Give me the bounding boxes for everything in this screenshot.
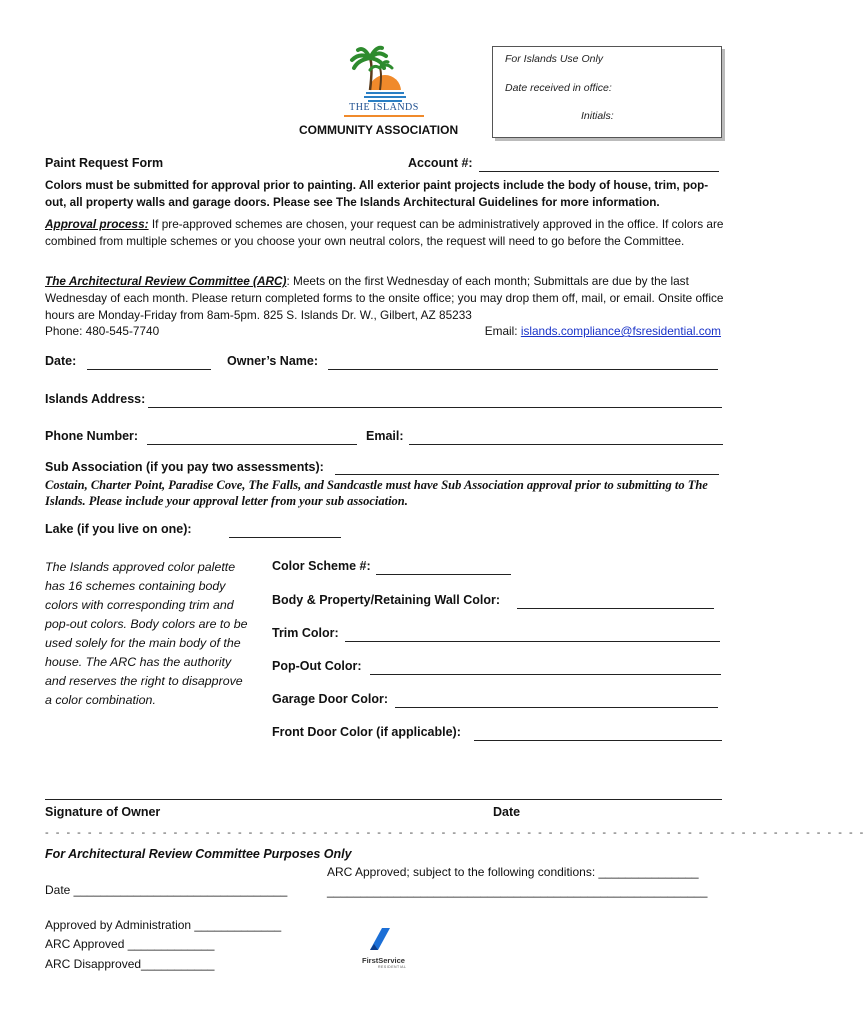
palette-note: The Islands approved color palette has 16 schemes containing body colors with corresponding trim and pop-out colors. Body colors are to be used solely for the main body of the house. The ARC has the authority and reserves the right to disapprove a color combination. [45,560,248,707]
office-use-title: For Islands Use Only [505,53,604,65]
arc-approved[interactable]: ARC Approved _____________ [45,937,215,951]
lake-label: Lake (if you live on one): [45,522,192,536]
email-field-label: Email: [366,429,404,443]
trim-color-label: Trim Color: [272,626,339,640]
firstservice-sub: RESIDENTIAL [378,965,407,969]
initials-label: Initials: [581,110,614,122]
garage-color-field[interactable] [395,706,718,708]
form-title: Paint Request Form [45,156,164,170]
arc-date[interactable]: Date ________________________________ [45,883,288,897]
sub-association-field[interactable] [335,473,719,475]
address-label: Islands Address: [45,392,146,406]
islands-logo [340,46,430,120]
approved-by-admin[interactable]: Approved by Administration _____________ [45,918,282,932]
sub-association-note: Costain, Charter Point, Paradise Cove, The Falls, and Sandcastle must have Sub Association approval prior to submitting to The Islands. Please include your approval letter from your sub association. [45,478,708,508]
firstservice-mark-icon [366,926,396,952]
dashed-divider: - - - - - - - - - - - - - - - - - - - - - - - - - - - - - - - - - - - - - - - - - - - - - - - - - - - - - - - - - - - - - - - - - - - - - - - - - - - - - [45,827,865,839]
approval-heading: Approval process: [45,217,149,231]
color-scheme-field[interactable] [376,573,511,575]
date-label: Date: [45,354,77,368]
email-field[interactable] [409,443,723,445]
phone-label: Phone Number: [45,429,139,443]
phone-text: Phone: 480-545-7740 [45,324,160,338]
community-association: COMMUNITY ASSOCIATION [299,123,459,137]
approval-text: If pre-approved schemes are chosen, your request can be administratively approved in the office. If colors are combined from multiple schemes or you choose your own neutral colors, the request will need to go before the Committee. [45,217,724,248]
address-field[interactable] [148,406,722,408]
popout-color-field[interactable] [370,673,721,675]
popout-color-label: Pop-Out Color: [272,659,362,673]
logo-rule [344,115,424,117]
body-color-label: Body & Property/Retaining Wall Color: [272,593,501,607]
account-label: Account #: [408,156,473,170]
trim-color-field[interactable] [345,640,720,642]
front-door-color-label: Front Door Color (if applicable): [272,725,461,739]
arc-heading: The Architectural Review Committee (ARC) [45,274,287,288]
body-color-field[interactable] [517,607,714,609]
signature-date-label: Date [493,805,521,819]
firstservice-name: FirstService [362,956,405,965]
date-field[interactable] [87,368,211,370]
phone-field[interactable] [147,443,357,445]
approval-paragraph [45,216,725,250]
arc-paragraph [45,273,725,324]
arc-text: : Meets on the first Wednesday of each month; Submittals are due by the last Wednesday of each month. Please return completed forms to the onsite office; you may drop them off, mail, or email. Onsite office hours are Monday-Friday from 8am-5pm. 825 S. Islands Dr. W., Gilbert, AZ 85233 [45,274,724,322]
date-received-label: Date received in office: [505,82,612,94]
signature-owner-label: Signature of Owner [45,805,161,819]
owner-name-label: Owner’s Name: [227,354,319,368]
logo-text: THE ISLANDS [349,102,419,113]
front-door-color-field[interactable] [474,739,722,741]
account-field[interactable] [479,170,719,172]
garage-color-label: Garage Door Color: [272,692,388,706]
email-link[interactable]: islands.compliance@fsresidential.com [520,324,721,338]
owner-name-field[interactable] [328,368,718,370]
intro-text: Colors must be submitted for approval prior to painting. All exterior paint projects include the body of house, trim, pop-out, all property walls and garage doors. Please see The Islands Architectural Guidelines for more information. [45,179,709,209]
email-line [470,323,721,340]
arc-conditions-line[interactable]: _________________________________________________________ [327,884,708,898]
email-label: Email: [484,324,521,338]
arc-disapproved[interactable]: ARC Disapproved___________ [45,957,215,971]
arc-conditions: ARC Approved; subject to the following conditions: _______________ [327,865,699,879]
signature-line[interactable] [45,799,722,800]
color-scheme-label: Color Scheme #: [272,559,371,573]
sub-association-label: Sub Association (if you pay two assessments): [45,460,324,474]
office-use-box [492,46,722,138]
arc-section-title: For Architectural Review Committee Purposes Only [45,847,352,861]
lake-field[interactable] [229,536,341,538]
firstservice-logo [358,926,418,970]
